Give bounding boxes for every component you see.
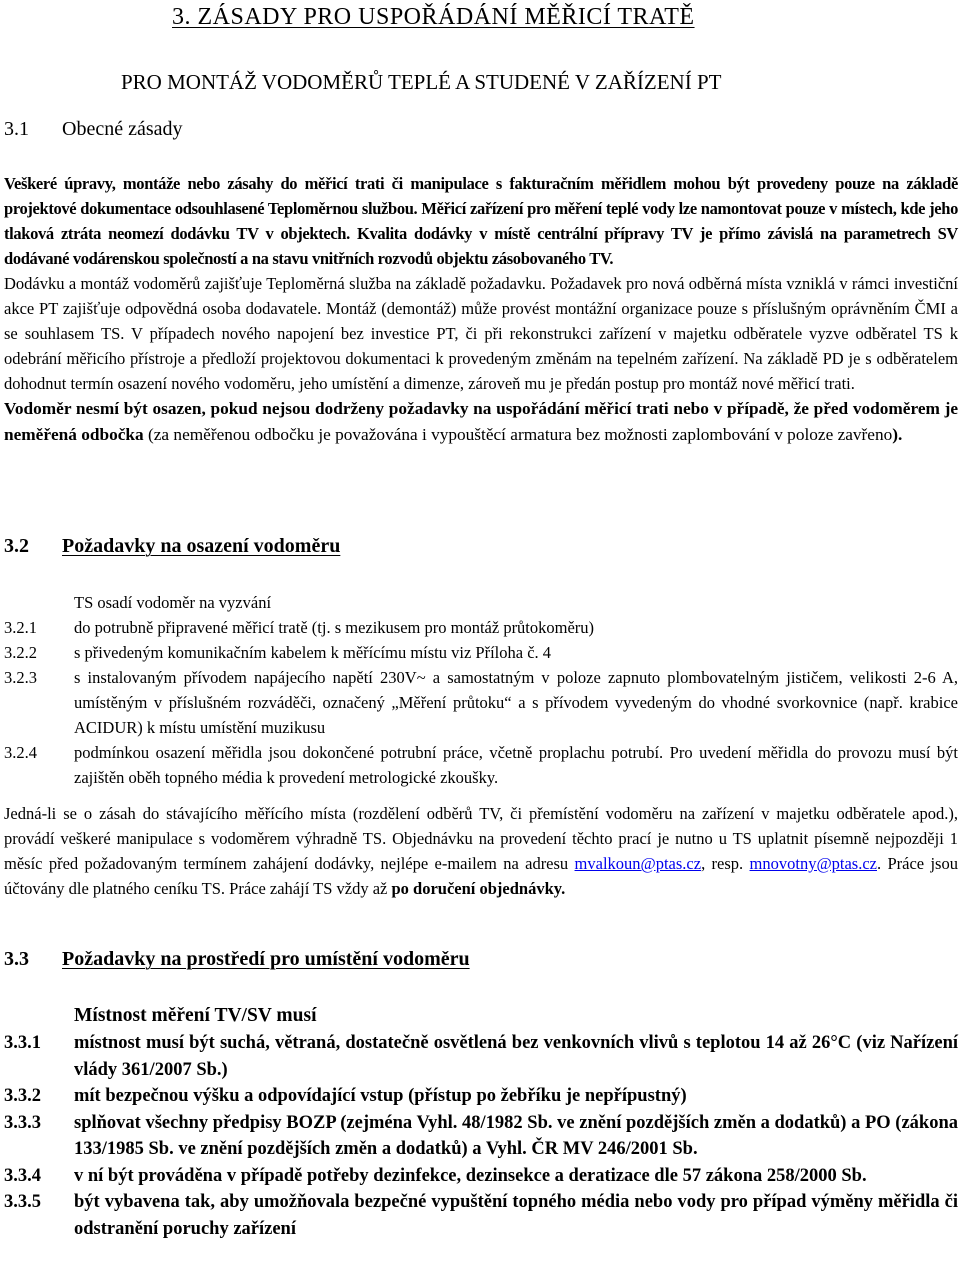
list-item: [4, 1083, 958, 1110]
paragraph: [4, 801, 958, 901]
note-text: , resp.: [701, 854, 750, 873]
email-link-mvalkoun[interactable]: mvalkoun@ptas.cz: [574, 854, 702, 873]
list-item: [4, 1189, 958, 1242]
section-title: Požadavky na osazení vodoměru: [62, 535, 341, 557]
paragraph-run-bold: Vodoměr nesmí být osazen, pokud nejsou dodrženy požadavky na uspořádání měřicí trati nebo v případě, že před vodoměrem je neměřená odbočka: [4, 399, 958, 444]
note-text: Jedná-li se o zásah do stávajícího měřícího místa (rozdělení odběrů TV, či přemístění vodoměru na zařízení v majetku odběratele apod.), provádí veškeré manipulace s vodoměrem výhradně TS. Objednávku na provedení těchto prací je nutno u TS uplatnit písemně nejpozději 1 měsíc před požadovaným termínem zahájení dodávky, nejlépe e-mailem na adresu: [4, 804, 958, 873]
section-3-3: [4, 948, 958, 971]
section-number: 3.2: [4, 535, 29, 557]
item-text: do potrubně připravené měřicí tratě (tj. s mezikusem pro montáž průtokoměru): [74, 618, 595, 637]
item-text: podmínkou osazení měřidla jsou dokončené potrubní práce, včetně proplachu potrubí. Pro uvedení měřidla do provozu musí být zajištěn oběh topného média k provedení metrologické zkoušky.: [74, 743, 958, 787]
document-subtitle: PRO MONTÁŽ VODOMĚRŮ TEPLÉ A STUDENÉ V ZAŘÍZENÍ PT: [121, 70, 722, 94]
item-number: 3.2.4: [4, 743, 37, 762]
list-item: [4, 1110, 958, 1163]
item-text: s přivedeným komunikačním kabelem k měřícímu místu viz Příloha č. 4: [74, 643, 552, 662]
list-item: [4, 740, 958, 790]
section-number: 3.3: [4, 948, 29, 970]
paragraph-run: Dodávku a montáž vodoměrů zajišťuje Teploměrná služba na základě požadavku. Požadavek pro nová odběrná místa vzniklá v rámci investiční akce PT zajišťuje odpovědná osoba dodavatele. Montáž (demontáž) může provést montážní organizace pouze s příslušným oprávněním ČMI a se souhlasem TS. V případech nového napojení bez investice PT, či při rekonstrukci zařízení v majetku odběratele vyzve odběratel TS k odebrání měřicího přístroje a předloží projektovou dokumentaci k provedeným změnám na tepelném zařízení. Na základě PD je s odběratelem dohodnut termín osazení nového vodoměru, jeho umístění a dimenze, zároveň mu je předán postup pro montáž nové měřicí trati.: [4, 274, 958, 393]
item-text: splňovat všechny předpisy BOZP (zejména Vyhl. 48/1982 Sb. ve znění pozdějších změn a dodatků) a PO (zákona 133/1985 Sb. ve znění pozdějších změn a dodatků) a Vyhl. ČR MV 246/2001 Sb.: [74, 1112, 958, 1159]
section-3-2-note: [4, 801, 958, 901]
section-3-1-body: [4, 171, 958, 448]
note-text: . Práce jsou účtovány dle platného ceníku TS. Práce zahájí TS vždy až: [4, 854, 958, 898]
item-number: 3.3.2: [4, 1086, 41, 1106]
section-heading-3-1: [4, 118, 958, 141]
item-text: být vybavena tak, aby umožňovala bezpečné vypuštění topného média nebo vody pro případ výměny měřidla či odstranění poruchy zařízení: [74, 1192, 958, 1239]
item-text: v ní být prováděna v případě potřeby dezinfekce, dezinsekce a deratizace dle 57 zákona 258/2000 Sb.: [74, 1165, 867, 1186]
section-3-1: [4, 118, 958, 141]
item-number: 3.3.4: [4, 1165, 41, 1186]
item-text: mít bezpečnou výšku a odpovídající vstup (přístup po žebříku je nepřípustný): [74, 1086, 687, 1106]
paragraph-run: (za neměřenou odbočku je považována i vypouštěcí armatura bez možnosti zaplombování v poloze zavřeno: [143, 425, 893, 444]
list-item: [4, 1030, 958, 1083]
list-intro: Místnost měření TV/SV musí: [74, 1005, 317, 1026]
item-number: 3.2.3: [4, 668, 37, 687]
item-number: 3.2.2: [4, 643, 37, 662]
section-heading-3-3: [4, 948, 958, 971]
document-title: 3. ZÁSADY PRO USPOŘÁDÁNÍ MĚŘICÍ TRATĚ: [172, 4, 695, 30]
email-link-mnovotny[interactable]: mnovotny@ptas.cz: [749, 854, 877, 873]
list-item: [4, 615, 958, 640]
section-title: Obecné zásady: [62, 118, 183, 140]
section-3-2-body: [4, 590, 958, 790]
section-number: 3.1: [4, 118, 29, 140]
requirements-list: [4, 615, 958, 790]
environment-requirements-list: [4, 1030, 958, 1242]
paragraph: [4, 396, 958, 448]
section-3-2: [4, 535, 958, 558]
list-item: [4, 665, 958, 740]
section-heading-3-2: [4, 535, 958, 558]
list-intro: TS osadí vodoměr na vyzvání: [74, 593, 272, 612]
section-3-3-body: [4, 1002, 958, 1242]
item-number: 3.3.1: [4, 1033, 41, 1053]
item-text: místnost musí být suchá, větraná, dostatečně osvětlená bez venkovních vlivů s teplotou 14 až 26°C (viz Nařízení vlády 361/2007 Sb.): [74, 1033, 958, 1080]
list-item: [4, 1163, 958, 1190]
item-number: 3.3.5: [4, 1192, 41, 1212]
note-text-bold: po doručení objednávky.: [391, 879, 566, 898]
item-number: 3.2.1: [4, 618, 37, 637]
list-item: [4, 640, 958, 665]
paragraph: [4, 171, 958, 271]
item-number: 3.3.3: [4, 1112, 41, 1133]
paragraph-run-bold: ).: [892, 425, 903, 444]
item-text: s instalovaným přívodem napájecího napětí 230V~ a samostatným v poloze zapnuto plombovatelným jističem, velikosti 2-6 A, umístěným v příslušném rozváděči, označený „Měření průtoku“ a s přívodem vyvedeným do vhodné svorkovnice (např. krabice ACIDUR) k místu umístění muzikusu: [74, 668, 958, 737]
paragraph-run-bold: Veškeré úpravy, montáže nebo zásahy do měřicí trati či manipulace s fakturačním měřidlem mohou být provedeny pouze na základě projektové dokumentace odsouhlasené Teploměrnou službou. Měřicí zařízení pro měření teplé vody lze namontovat pouze v místech, kde jeho tlaková ztráta neomezí dodávku TV v objektech. Kvalita dodávky v místě centrální přípravy TV je přímo závislá na parametrech SV dodávané vodárenskou společností a na stavu vnitřních rozvodů objektu zásobovaného TV.: [4, 174, 958, 268]
section-title: Požadavky na prostředí pro umístění vodoměru: [62, 948, 470, 970]
paragraph: [4, 271, 958, 396]
